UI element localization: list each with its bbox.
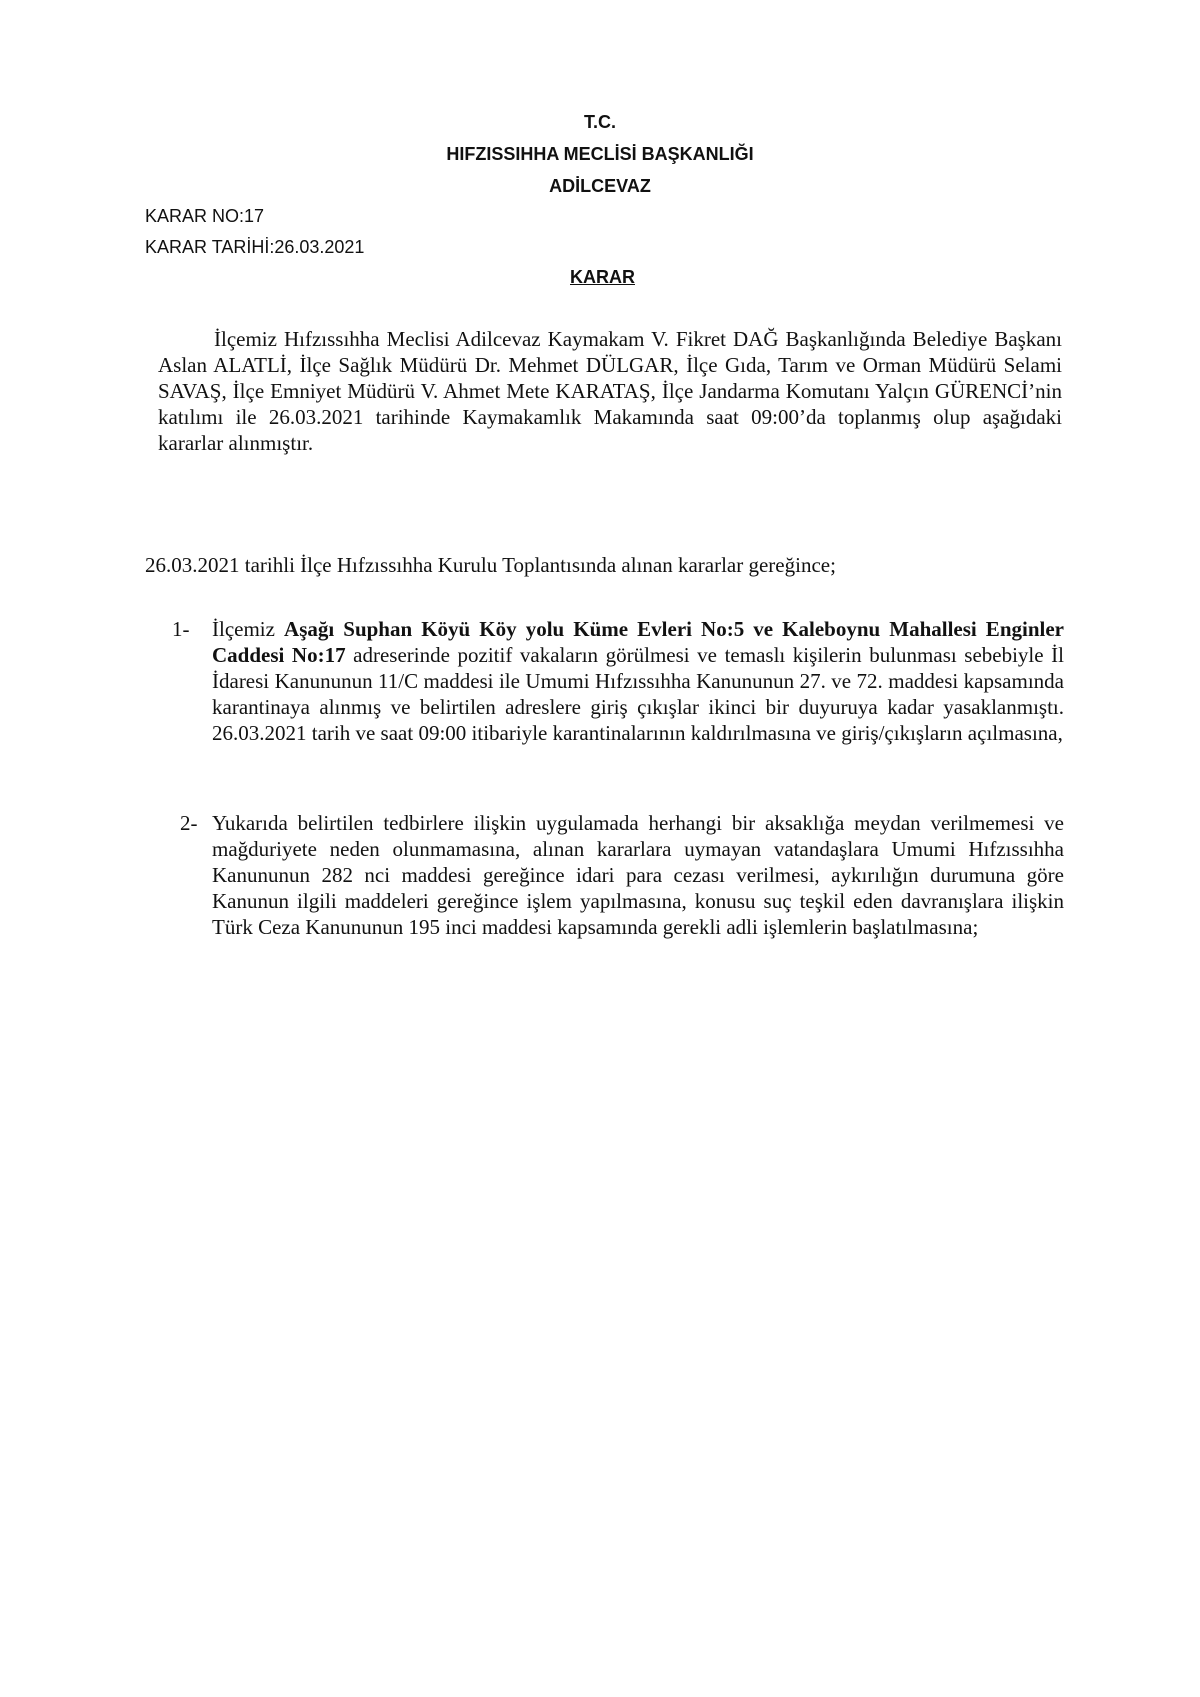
header-district: ADİLCEVAZ: [549, 176, 651, 196]
item-text-post: adreserinde pozitif vakaların görülmesi ve temaslı kişilerin bulunması sebebiyle İl İdaresi Kanununun 11/C maddesi ile Umumi Hıfzıssıhha Kanununun 27. ve 72. maddesi kapsamında karantinaya alınmış ve belirtilen adreslere giriş çıkışlar ikinci bir duyuruya kadar yasaklanmıştı. 26.03.2021 tarih ve saat 09:00 itibariyle karantinalarının kaldırılmasına ve giriş/çıkışların açılmasına,: [212, 643, 1064, 745]
item-number: 2-: [180, 811, 198, 835]
item-address-bold: Aşağı Suphan Köyü Köy yolu Küme Evleri No:5 ve Kaleboynu Mahallesi Enginler Caddesi No:17: [212, 617, 1064, 667]
intro-paragraph: İlçemiz Hıfzıssıhha Meclisi Adilcevaz Kaymakam V. Fikret DAĞ Başkanlığında Belediye Başkanı Aslan ALATLİ, İlçe Sağlık Müdürü Dr. Mehmet DÜLGAR, İlçe Gıda, Tarım ve Orman Müdürü Selami SAVAŞ, İlçe Emniyet Müdürü V. Ahmet Mete KARATAŞ, İlçe Jandarma Komutanı Yalçın GÜRENCİ’nin katılımı ile 26.03.2021 tarihinde Kaymakamlık Makamında saat 09:00’da toplanmış olup aşağıdaki kararlar alınmıştır.: [158, 327, 1062, 455]
decision-title: KARAR: [570, 267, 635, 287]
decision-number: KARAR NO:17: [145, 206, 265, 226]
decision-date: KARAR TARİHİ:26.03.2021: [145, 237, 365, 257]
item-text-pre: İlçemiz: [212, 617, 285, 641]
header-institution: HIFZISSIHHA MECLİSİ BAŞKANLIĞI: [446, 144, 754, 164]
item-text: Yukarıda belirtilen tedbirlere ilişkin uygulamada herhangi bir aksaklığa meydan verilmemesi ve mağduriyete neden olunmamasına, alınan kararlara uymayan vatandaşlara Umumi Hıfzıssıhha Kanununun 282 nci maddesi gereğince idari para cezası verilmesi, aykırılığın durumuna göre Kanunun ilgili maddeleri gereğince işlem yapılmasına, konusu suç teşkil eden davranışlara ilişkin Türk Ceza Kanununun 195 inci maddesi kapsamında gerekli adli işlemlerin başlatılmasına;: [212, 811, 1064, 939]
item-number: 1-: [172, 617, 190, 641]
lead-paragraph: 26.03.2021 tarihli İlçe Hıfzıssıhha Kurulu Toplantısında alınan kararlar gereğince;: [145, 553, 836, 577]
item-text: [212, 616, 1064, 746]
header-tc: T.C.: [583, 112, 616, 132]
